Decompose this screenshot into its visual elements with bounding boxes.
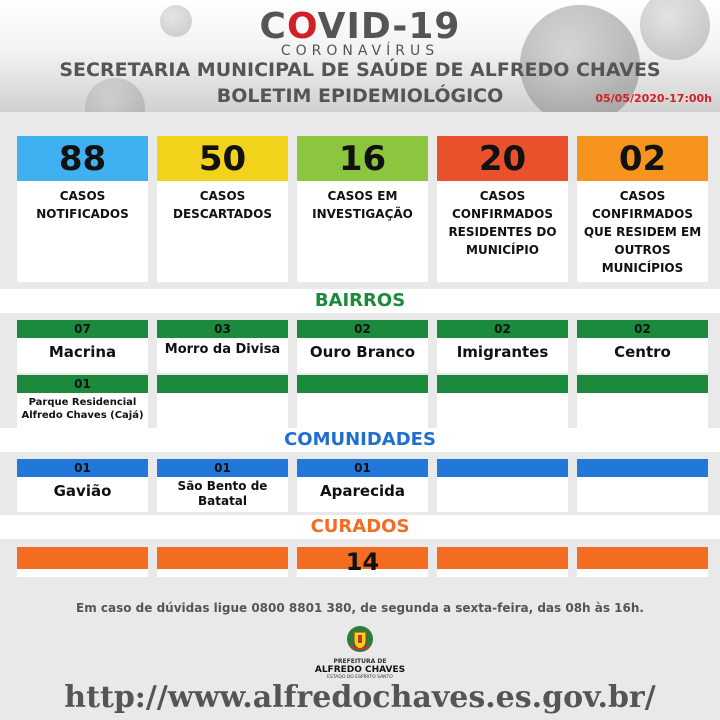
bairro-cell-empty [437, 375, 568, 428]
stat-card-descartados [157, 136, 288, 282]
logo-line3: ESTADO DO ESPÍRITO SANTO [327, 675, 393, 680]
bairro-count [157, 375, 288, 393]
comunidade-name: Aparecida [320, 482, 405, 500]
bulletin-date: 05/05/2020-17:00h [595, 92, 712, 105]
comunidade-count [437, 459, 568, 477]
curados-value: 14 [345, 548, 380, 576]
stat-label: CASOS DESCARTADOS [173, 189, 272, 221]
bairro-name [577, 393, 708, 398]
stat-value: 50 [157, 136, 288, 181]
stat-label: CASOS CONFIRMADOS QUE RESIDEM EM OUTROS MUNICÍPIOS [583, 189, 702, 275]
stat-label: CASOS NOTIFICADOS [36, 189, 129, 221]
contact-info: Em caso de dúvidas ligue 0800 8801 380, de segunda a sexta-feira, das 08h às 16h. [76, 601, 644, 615]
bairro-count: 03 [157, 320, 288, 338]
stat-card-confirmados-residentes [437, 136, 568, 282]
bairro-cell-empty [297, 375, 428, 428]
bairro-cell-empty [577, 375, 708, 428]
curados-cell [17, 547, 148, 577]
stat-value: 02 [577, 136, 708, 181]
bairro-cell [17, 320, 148, 373]
comunidade-count: 01 [297, 459, 428, 477]
bairro-name: Imigrantes [456, 343, 549, 361]
bairro-count: 02 [297, 320, 428, 338]
stat-card-investigacao [297, 136, 428, 282]
curados-cell [437, 547, 568, 577]
prefeitura-logo [313, 624, 407, 680]
stat-label: CASOS EM INVESTIGAÇÃO [312, 189, 413, 221]
bairro-count: 01 [17, 375, 148, 393]
bairro-name: Parque Residencial Alfredo Chaves (Cajá) [21, 397, 144, 421]
bulletin-heading: BOLETIM EPIDEMIOLÓGICO [216, 85, 504, 107]
section-heading-curados: CURADOS [0, 515, 720, 539]
bairro-cell [17, 375, 148, 428]
logo-line2: ALFREDO CHAVES [314, 665, 406, 675]
comunidade-count: 01 [17, 459, 148, 477]
bairro-name: Centro [614, 343, 671, 361]
comunidade-cell [157, 459, 288, 512]
bairro-name: Ouro Branco [309, 343, 416, 361]
comunidade-name: São Bento de Batatal [177, 479, 268, 508]
bairro-count [297, 375, 428, 393]
bairro-count: 02 [577, 320, 708, 338]
comunidade-name: Gavião [53, 482, 112, 500]
logo-line1: PREFEITURA DE [333, 658, 387, 665]
comunidade-name [577, 477, 708, 482]
stat-value: 20 [437, 136, 568, 181]
stat-card-confirmados-outros [577, 136, 708, 282]
secretaria-heading: SECRETARIA MUNICIPAL DE SAÚDE DE ALFREDO CHAVES [59, 59, 661, 81]
bairro-name [437, 393, 568, 398]
bairro-cell [157, 320, 288, 373]
bairro-name: Macrina [48, 343, 117, 361]
bairro-name: Morro da Divisa [164, 342, 281, 357]
bairro-count [437, 375, 568, 393]
curados-cell [157, 547, 288, 577]
coat-of-arms-icon [345, 624, 375, 654]
comunidade-name [437, 477, 568, 482]
comunidade-count [577, 459, 708, 477]
bairro-cell [297, 320, 428, 373]
page-title: COVID-19 [259, 6, 461, 47]
section-heading-bairros: BAIRROS [0, 289, 720, 313]
header-banner [0, 0, 720, 112]
bairro-cell [577, 320, 708, 373]
bairro-count [577, 375, 708, 393]
comunidade-count: 01 [157, 459, 288, 477]
stat-value: 88 [17, 136, 148, 181]
bairro-cell [437, 320, 568, 373]
section-heading-comunidades: COMUNIDADES [0, 428, 720, 452]
comunidade-cell-empty [577, 459, 708, 512]
stat-label: CASOS CONFIRMADOS RESIDENTES DO MUNICÍPIO [448, 189, 557, 257]
bairro-name [297, 393, 428, 398]
bairro-name [157, 393, 288, 398]
comunidade-cell-empty [437, 459, 568, 512]
comunidade-cell [17, 459, 148, 512]
bairro-count: 07 [17, 320, 148, 338]
bairro-count: 02 [437, 320, 568, 338]
page-subtitle: CORONAVÍRUS [280, 43, 440, 59]
curados-cell [577, 547, 708, 577]
stat-card-notificados [17, 136, 148, 282]
website-url[interactable]: http://www.alfredochaves.es.gov.br/ [64, 680, 656, 715]
comunidade-cell [297, 459, 428, 512]
stat-value: 16 [297, 136, 428, 181]
bairro-cell-empty [157, 375, 288, 428]
